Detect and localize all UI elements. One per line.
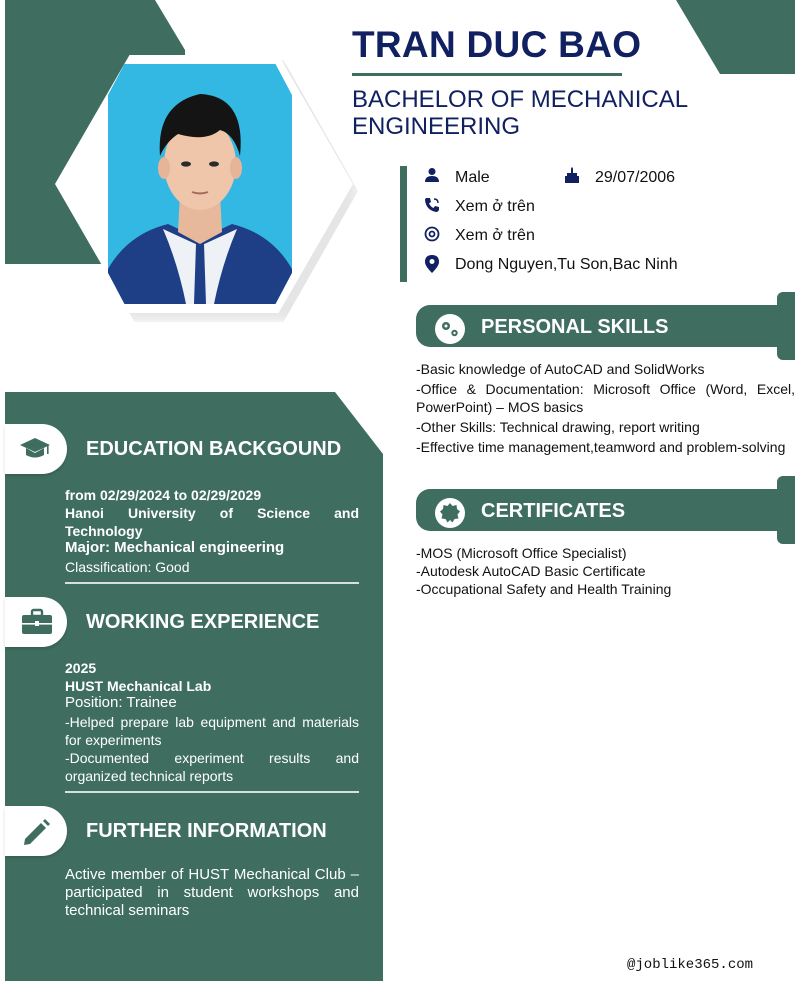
birthday-cake-icon — [564, 167, 580, 184]
location-pin-icon — [425, 255, 439, 273]
certificates-list — [416, 544, 795, 598]
briefcase-icon — [21, 608, 53, 636]
experience-position: Position: Trainee — [65, 694, 177, 711]
experience-year: 2025 — [65, 660, 97, 676]
experience-icon-badge — [5, 597, 67, 647]
skills-list — [416, 360, 795, 456]
pencil-icon — [21, 817, 51, 847]
certificate-seal-icon — [435, 498, 465, 528]
phone-icon — [424, 197, 440, 213]
education-period: from 02/29/2024 to 02/29/2029 — [65, 487, 262, 503]
skills-title: PERSONAL SKILLS — [481, 316, 669, 338]
watermark-text: @joblike365.com — [627, 957, 754, 973]
skill-item: -Effective time management,teamword and problem-solving — [416, 439, 786, 455]
contact-address: Dong Nguyen,Tu Son,Bac Ninh — [455, 256, 678, 273]
education-school: Hanoi University of Science and Technology — [65, 505, 359, 539]
skills-icon-badge — [435, 314, 465, 344]
education-major: Major: Mechanical engineering — [65, 539, 285, 556]
contact-gender: Male — [455, 169, 490, 186]
contact-phone: Xem ở trên — [455, 198, 535, 215]
education-classification: Classification: Good — [65, 559, 190, 575]
experience-duty: -Helped prepare lab equipment and materials for experiments — [65, 714, 359, 748]
candidate-name: TRAN DUC BAO — [352, 24, 642, 65]
education-icon-badge — [5, 424, 67, 474]
skill-item: -Other Skills: Technical drawing, report writing — [416, 419, 700, 435]
name-underline — [352, 73, 622, 76]
contact-email: Xem ở trên — [455, 227, 535, 244]
skill-item: -Basic knowledge of AutoCAD and SolidWorks — [416, 361, 705, 377]
certificates-title: CERTIFICATES — [481, 500, 626, 522]
certificate-item: -MOS (Microsoft Office Specialist) — [416, 545, 627, 561]
candidate-title: BACHELOR OF MECHANICAL ENGINEERING — [352, 86, 688, 140]
contact-birthday: 29/07/2006 — [595, 169, 676, 186]
certificate-item: -Occupational Safety and Health Training — [416, 581, 672, 597]
experience-company: HUST Mechanical Lab — [65, 678, 212, 694]
user-icon — [424, 167, 440, 183]
skill-item: -Office & Documentation: Microsoft Office (Word, Excel, PowerPoint) – MOS basics — [416, 381, 795, 415]
graduation-cap-icon — [19, 436, 51, 462]
education-title: EDUCATION BACKGOUND — [86, 438, 342, 460]
gears-icon — [435, 314, 465, 344]
portrait-illustration — [108, 64, 292, 304]
further-info-text: Active member of HUST Mechanical Club – participated in student workshops and technical seminars — [65, 866, 359, 919]
contact-accent-bar — [400, 166, 407, 282]
education-divider — [65, 582, 359, 584]
experience-divider — [65, 791, 359, 793]
experience-duty: -Documented experiment results and organized technical reports — [65, 750, 359, 784]
experience-title: WORKING EXPERIENCE — [86, 611, 320, 633]
certificate-item: -Autodesk AutoCAD Basic Certificate — [416, 563, 646, 579]
certificates-icon-badge — [435, 498, 465, 528]
top-right-decor — [676, 0, 795, 74]
email-at-icon — [424, 226, 440, 242]
profile-photo — [108, 64, 292, 304]
further-info-icon-badge — [5, 806, 67, 856]
further-info-title: FURTHER INFORMATION — [86, 820, 327, 842]
